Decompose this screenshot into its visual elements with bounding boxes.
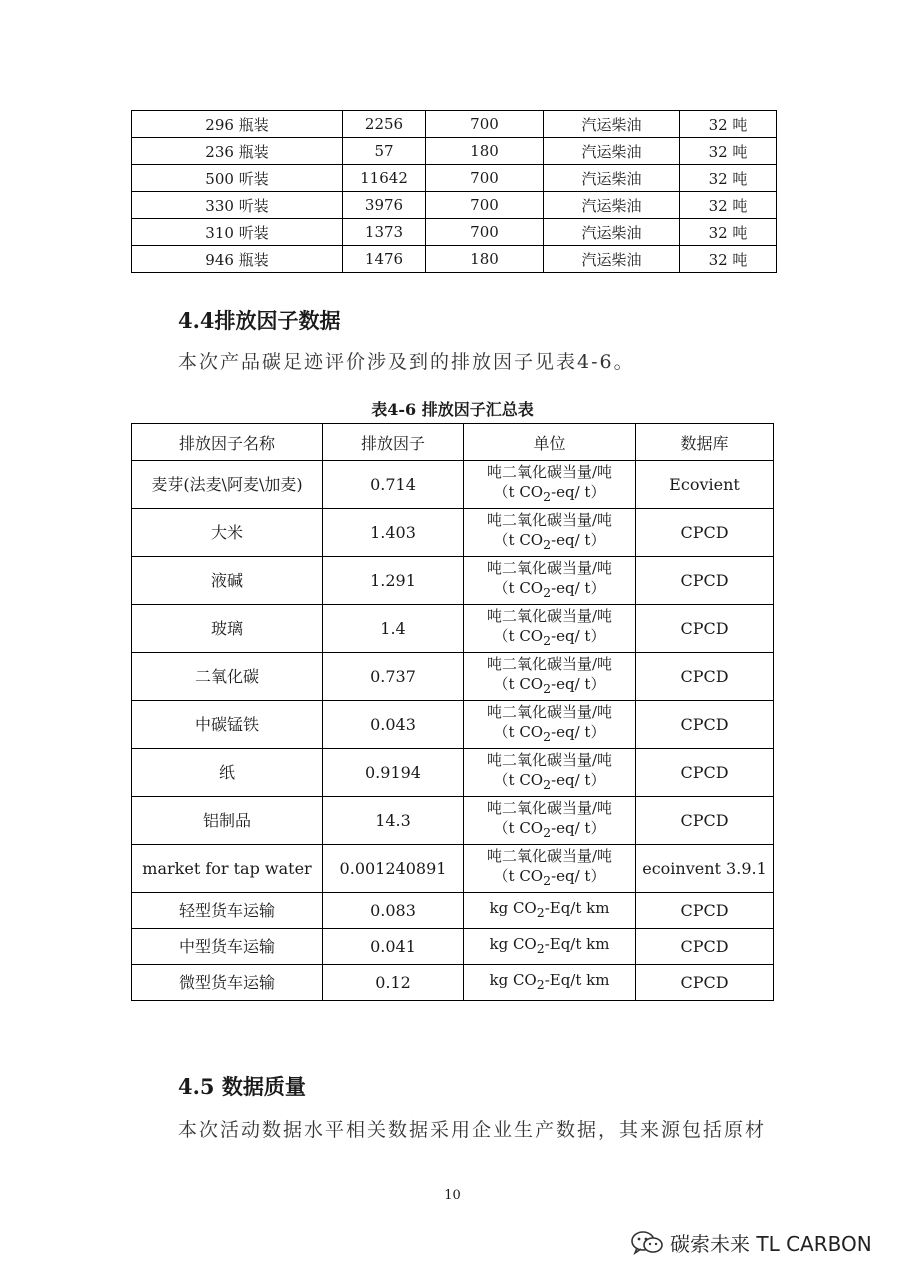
unit-cell: [464, 965, 636, 1001]
unit-cell: [464, 797, 636, 845]
distance-cell: 700: [426, 192, 544, 219]
section-4-4-heading: 4.4排放因子数据: [178, 308, 341, 333]
product-cell: 500 听装: [132, 165, 343, 192]
unit-subscript: 2: [536, 941, 545, 956]
header-unit: 单位: [464, 424, 636, 461]
unit-line-2-suffix: -eq/ t）: [551, 579, 606, 597]
unit-cell: [464, 557, 636, 605]
factor-name-cell: 微型货车运输: [132, 965, 323, 1001]
database-cell: CPCD: [636, 509, 774, 557]
unit-cell: [464, 605, 636, 653]
unit-line-1: 吨二氧化碳当量/吨: [486, 847, 613, 865]
unit-suffix: -Eq/t km: [544, 971, 610, 989]
vehicle-cell: 32 吨: [680, 138, 777, 165]
unit-line-2-prefix: （t CO: [493, 675, 544, 693]
unit-subscript: 2: [543, 537, 552, 552]
factor-name-cell: 轻型货车运输: [132, 893, 323, 929]
database-cell: CPCD: [636, 653, 774, 701]
table-row: [132, 701, 774, 749]
factor-value-cell: 0.12: [323, 965, 464, 1001]
factor-name-cell: 二氧化碳: [132, 653, 323, 701]
database-cell: Ecovient: [636, 461, 774, 509]
unit-subscript: 2: [536, 905, 545, 920]
vehicle-cell: 32 吨: [680, 192, 777, 219]
table-row: [132, 797, 774, 845]
table-row: [132, 929, 774, 965]
factor-name-cell: market for tap water: [132, 845, 323, 893]
database-cell: CPCD: [636, 965, 774, 1001]
emission-factor-table: [131, 423, 774, 1001]
unit-line-2-prefix: （t CO: [493, 579, 544, 597]
factor-value-cell: 14.3: [323, 797, 464, 845]
unit-cell: [464, 749, 636, 797]
unit-subscript: 2: [543, 825, 552, 840]
factor-value-cell: 0.737: [323, 653, 464, 701]
unit-subscript: 2: [543, 489, 552, 504]
unit-line-2-suffix: -eq/ t）: [551, 675, 606, 693]
unit-subscript: 2: [536, 977, 545, 992]
product-cell: 236 瓶装: [132, 138, 343, 165]
unit-subscript: 2: [543, 873, 552, 888]
watermark: [630, 1228, 872, 1257]
unit-line-2-suffix: -eq/ t）: [551, 483, 606, 501]
section-4-4-paragraph: 本次产品碳足迹评价涉及到的排放因子见表4-6。: [178, 351, 635, 373]
page-number: 10: [444, 1188, 461, 1203]
unit-line-1: 吨二氧化碳当量/吨: [486, 559, 613, 577]
quantity-cell: 11642: [343, 165, 426, 192]
factor-value-cell: 1.4: [323, 605, 464, 653]
unit-line-1: 吨二氧化碳当量/吨: [486, 511, 613, 529]
factor-name-cell: 玻璃: [132, 605, 323, 653]
transport-mode-cell: 汽运柴油: [544, 219, 680, 246]
factor-value-cell: 0.043: [323, 701, 464, 749]
table-row: [132, 749, 774, 797]
unit-line-2-prefix: （t CO: [493, 819, 544, 837]
unit-subscript: 2: [543, 585, 552, 600]
table-row: [132, 893, 774, 929]
factor-name-cell: 大米: [132, 509, 323, 557]
header-database: 数据库: [636, 424, 774, 461]
table-row: [132, 845, 774, 893]
unit-cell: [464, 701, 636, 749]
unit-line-2-prefix: （t CO: [493, 531, 544, 549]
table-row: [132, 138, 777, 165]
distance-cell: 700: [426, 219, 544, 246]
factor-value-cell: 1.403: [323, 509, 464, 557]
unit-line-2-prefix: （t CO: [493, 483, 544, 501]
unit-cell: [464, 845, 636, 893]
unit-cell: [464, 929, 636, 965]
factor-name-cell: 麦芽(法麦\阿麦\加麦): [132, 461, 323, 509]
product-cell: 296 瓶装: [132, 111, 343, 138]
database-cell: ecoinvent 3.9.1: [636, 845, 774, 893]
factor-name-cell: 液碱: [132, 557, 323, 605]
unit-subscript: 2: [543, 777, 552, 792]
distance-cell: 700: [426, 111, 544, 138]
unit-line-2-suffix: -eq/ t）: [551, 771, 606, 789]
unit-line-1: 吨二氧化碳当量/吨: [486, 655, 613, 673]
unit-line-1: 吨二氧化碳当量/吨: [486, 703, 613, 721]
vehicle-cell: 32 吨: [680, 165, 777, 192]
table-row: [132, 246, 777, 273]
unit-line-2-suffix: -eq/ t）: [551, 627, 606, 645]
quantity-cell: 1476: [343, 246, 426, 273]
distance-cell: 700: [426, 165, 544, 192]
unit-subscript: 2: [543, 633, 552, 648]
unit-subscript: 2: [543, 681, 552, 696]
distance-cell: 180: [426, 246, 544, 273]
table-row: [132, 219, 777, 246]
unit-line-2-suffix: -eq/ t）: [551, 723, 606, 741]
table-row: [132, 557, 774, 605]
database-cell: CPCD: [636, 893, 774, 929]
factor-value-cell: 0.041: [323, 929, 464, 965]
watermark-text: 碳索未来 TL CARBON: [670, 1232, 872, 1256]
database-cell: CPCD: [636, 557, 774, 605]
quantity-cell: 57: [343, 138, 426, 165]
table-row: [132, 653, 774, 701]
table-row: [132, 192, 777, 219]
table-header-row: [132, 424, 774, 461]
unit-cell: [464, 893, 636, 929]
database-cell: CPCD: [636, 605, 774, 653]
factor-value-cell: 0.9194: [323, 749, 464, 797]
quantity-cell: 3976: [343, 192, 426, 219]
transport-table: [131, 110, 777, 273]
table-row: [132, 165, 777, 192]
table-caption: 表4-6 排放因子汇总表: [371, 400, 534, 419]
product-cell: 946 瓶装: [132, 246, 343, 273]
factor-value-cell: 0.083: [323, 893, 464, 929]
product-cell: 310 听装: [132, 219, 343, 246]
header-factor-name: 排放因子名称: [132, 424, 323, 461]
quantity-cell: 1373: [343, 219, 426, 246]
unit-prefix: kg CO: [489, 899, 537, 917]
unit-line-1: 吨二氧化碳当量/吨: [486, 607, 613, 625]
unit-line-2-prefix: （t CO: [493, 867, 544, 885]
wechat-icon: [630, 1230, 664, 1256]
factor-value-cell: 1.291: [323, 557, 464, 605]
table-row: [132, 605, 774, 653]
database-cell: CPCD: [636, 701, 774, 749]
unit-line-2-suffix: -eq/ t）: [551, 867, 606, 885]
factor-value-cell: 0.714: [323, 461, 464, 509]
section-4-5-heading: 4.5 数据质量: [178, 1074, 306, 1099]
database-cell: CPCD: [636, 929, 774, 965]
unit-line-2-prefix: （t CO: [493, 627, 544, 645]
transport-mode-cell: 汽运柴油: [544, 111, 680, 138]
table-row: [132, 509, 774, 557]
vehicle-cell: 32 吨: [680, 219, 777, 246]
product-cell: 330 听装: [132, 192, 343, 219]
distance-cell: 180: [426, 138, 544, 165]
unit-cell: [464, 653, 636, 701]
transport-mode-cell: 汽运柴油: [544, 165, 680, 192]
unit-line-1: 吨二氧化碳当量/吨: [486, 463, 613, 481]
unit-suffix: -Eq/t km: [544, 899, 610, 917]
unit-line-2-prefix: （t CO: [493, 771, 544, 789]
unit-cell: [464, 509, 636, 557]
unit-cell: [464, 461, 636, 509]
database-cell: CPCD: [636, 749, 774, 797]
factor-value-cell: 0.001240891: [323, 845, 464, 893]
unit-line-1: 吨二氧化碳当量/吨: [486, 799, 613, 817]
transport-mode-cell: 汽运柴油: [544, 246, 680, 273]
factor-name-cell: 中型货车运输: [132, 929, 323, 965]
header-factor-value: 排放因子: [323, 424, 464, 461]
factor-name-cell: 纸: [132, 749, 323, 797]
database-cell: CPCD: [636, 797, 774, 845]
unit-prefix: kg CO: [489, 935, 537, 953]
unit-line-1: 吨二氧化碳当量/吨: [486, 751, 613, 769]
unit-subscript: 2: [543, 729, 552, 744]
table-row: [132, 111, 777, 138]
unit-suffix: -Eq/t km: [544, 935, 610, 953]
quantity-cell: 2256: [343, 111, 426, 138]
transport-mode-cell: 汽运柴油: [544, 138, 680, 165]
vehicle-cell: 32 吨: [680, 246, 777, 273]
unit-line-2-prefix: （t CO: [493, 723, 544, 741]
transport-mode-cell: 汽运柴油: [544, 192, 680, 219]
unit-line-2-suffix: -eq/ t）: [551, 531, 606, 549]
factor-name-cell: 中碳锰铁: [132, 701, 323, 749]
factor-name-cell: 铝制品: [132, 797, 323, 845]
section-4-5-paragraph: 本次活动数据水平相关数据采用企业生产数据，其来源包括原材: [178, 1119, 767, 1141]
table-row: [132, 461, 774, 509]
unit-line-2-suffix: -eq/ t）: [551, 819, 606, 837]
table-row: [132, 965, 774, 1001]
unit-prefix: kg CO: [489, 971, 537, 989]
vehicle-cell: 32 吨: [680, 111, 777, 138]
